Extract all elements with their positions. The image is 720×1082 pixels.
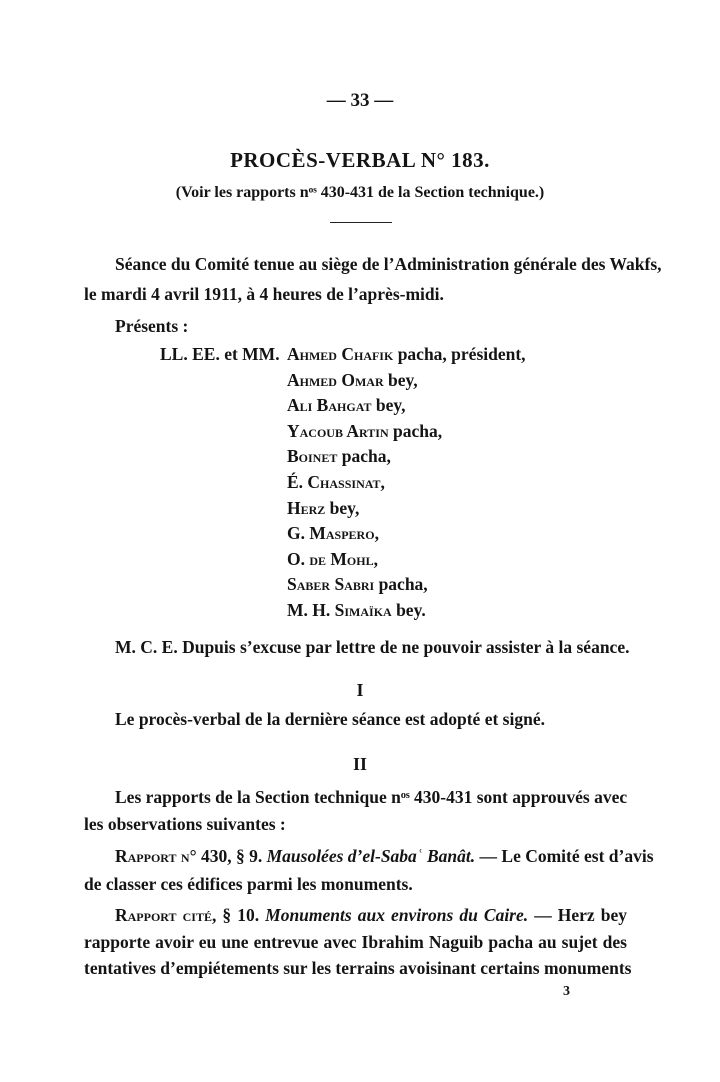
rapport-430-line-2: de classer ces édifices parmi les monuments. bbox=[84, 874, 413, 894]
intro-line-2: le mardi 4 avril 1911, à 4 heures de l’après-midi. bbox=[84, 284, 444, 304]
page-title: PROCÈS-VERBAL N° 183. bbox=[230, 148, 490, 172]
attendee bbox=[287, 549, 378, 570]
rapport-430-text: — Le Comité est d’avis bbox=[479, 846, 654, 866]
attendee-title: bey. bbox=[391, 600, 426, 620]
attendee bbox=[287, 472, 385, 493]
rapport-cite-text: — Herz bey bbox=[534, 905, 627, 925]
attendance-prefix: LL. EE. et MM. bbox=[160, 344, 280, 364]
attendee bbox=[287, 523, 379, 544]
rapport-430-line-1 bbox=[115, 846, 654, 867]
section-2-line-2: les observations suivantes : bbox=[84, 814, 286, 834]
attendee-title: bey, bbox=[325, 497, 360, 518]
signature-mark: 3 bbox=[563, 984, 570, 999]
attendee-name: Yacoub Artin bbox=[287, 420, 389, 441]
rapport-430-label: Rapport n° 430, § 9. bbox=[115, 846, 263, 866]
attendee-title: , bbox=[373, 548, 378, 569]
attendee-name: Ahmed Chafik bbox=[287, 344, 394, 364]
attendee-title: pacha, bbox=[337, 446, 391, 467]
attendee-name: Herz bbox=[287, 497, 326, 518]
rapport-cite-title: Monuments aux environs du Caire. bbox=[265, 905, 529, 925]
section-1-text: Le procès-verbal de la dernière séance est adopté et signé. bbox=[115, 709, 545, 729]
attendee-name: Ali Bahgat bbox=[287, 395, 372, 416]
attendee-name: Saber Sabri bbox=[287, 574, 375, 595]
attendee-title: bey, bbox=[383, 369, 418, 390]
attendee-title: pacha, bbox=[388, 420, 443, 441]
attendee-name: Ahmed Omar bbox=[287, 369, 384, 390]
page-subtitle: (Voir les rapports nᵒˢ 430-431 de la Section technique.) bbox=[175, 184, 545, 201]
attendee bbox=[287, 446, 391, 467]
excuse-paragraph: M. C. E. Dupuis s’excuse par lettre de ne pouvoir assister à la séance. bbox=[115, 637, 630, 657]
attendee-title: pacha, président, bbox=[393, 344, 526, 364]
rapport-cite-line-3: tentatives d’empiétements sur les terrains avoisinant certains monuments bbox=[84, 958, 632, 978]
presents-label: Présents : bbox=[115, 316, 189, 336]
section-2-line-1: Les rapports de la Section technique nᵒˢ 430-431 sont approuvés avec bbox=[115, 787, 628, 807]
attendee-title: , bbox=[380, 472, 385, 492]
attendee bbox=[287, 421, 442, 442]
attendee bbox=[287, 600, 426, 621]
attendee-name: O. de Mohl bbox=[287, 548, 374, 569]
attendee bbox=[287, 395, 406, 416]
rapport-cite-line-2: rapporte avoir eu une entrevue avec Ibrahim Naguib pacha au sujet des bbox=[84, 932, 627, 952]
attendee-name: Boinet bbox=[287, 446, 338, 467]
attendee-title: bey, bbox=[371, 395, 406, 416]
attendee bbox=[287, 344, 526, 365]
rapport-cite-label: Rapport cité, § 10. bbox=[115, 905, 260, 925]
title-divider bbox=[330, 222, 392, 223]
attendee-title: pacha, bbox=[374, 574, 428, 595]
attendee bbox=[287, 574, 428, 595]
intro-line-1: Séance du Comité tenue au siège de l’Administration générale des Wakfs, bbox=[115, 254, 662, 274]
attendee-title: , bbox=[374, 523, 379, 544]
page-number: — 33 — bbox=[326, 90, 394, 111]
attendee-name: G. Maspero bbox=[287, 523, 375, 544]
attendee bbox=[287, 498, 359, 519]
attendee-name: M. H. Simaïka bbox=[287, 600, 392, 620]
rapport-cite-line-1 bbox=[115, 905, 627, 926]
section-numeral-1: I bbox=[356, 680, 364, 700]
attendee bbox=[287, 370, 418, 391]
attendee-name: É. Chassinat bbox=[287, 472, 381, 492]
rapport-430-title: Mausolées d’el-Sabaʿ Banât. bbox=[266, 846, 476, 866]
section-numeral-2: II bbox=[352, 754, 367, 774]
